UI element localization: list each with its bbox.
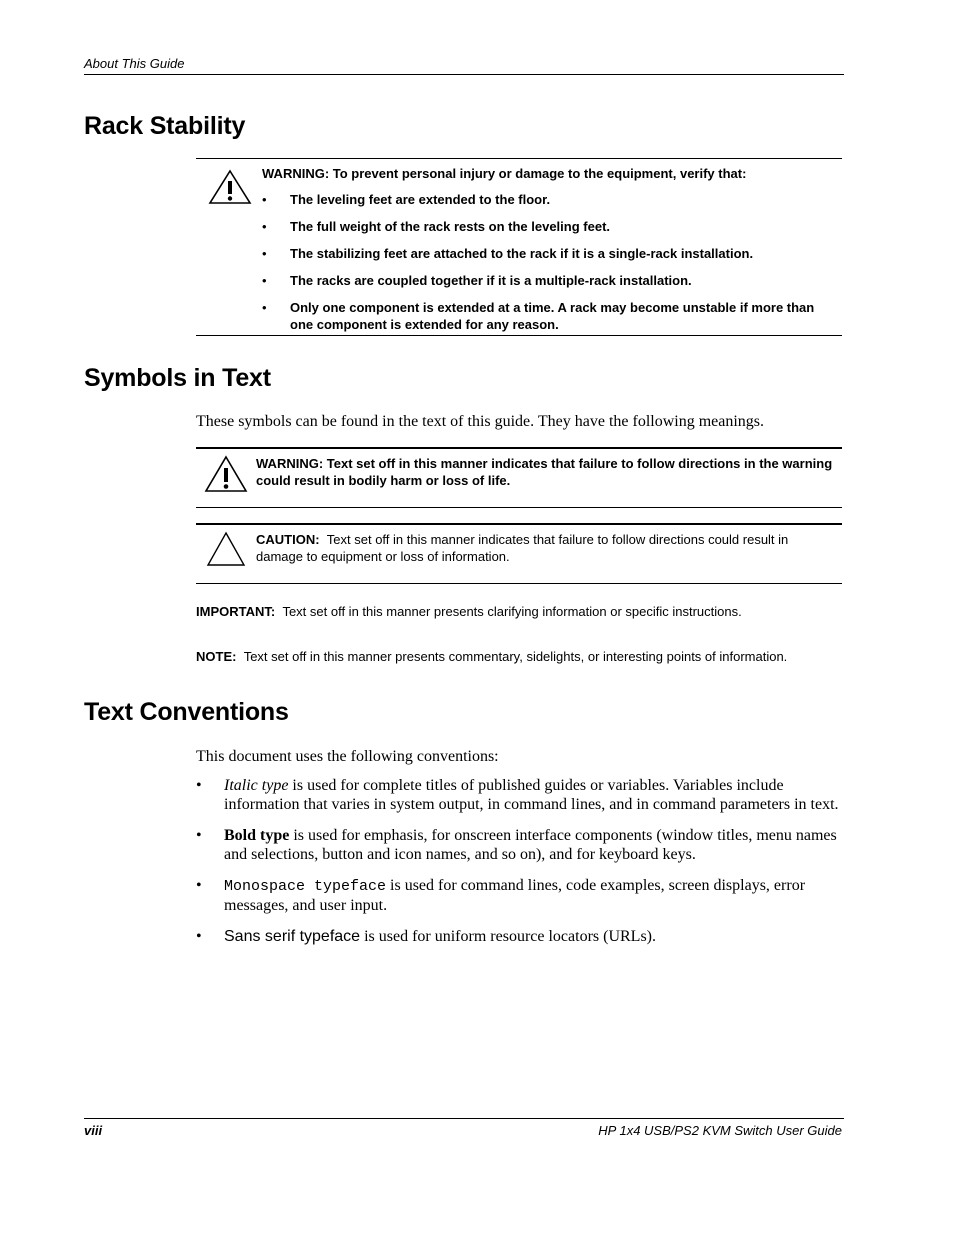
warning-icon <box>208 169 252 205</box>
symbols-caution-box <box>196 523 842 584</box>
bold-term: Bold type <box>224 827 290 844</box>
symbols-intro: These symbols can be found in the text of this guide. They have the following meanings. <box>196 413 765 430</box>
conventions-intro: This document uses the following conventions: <box>196 748 499 765</box>
running-header-title: About This Guide <box>84 56 185 71</box>
list-item: • The racks are coupled together if it is a multiple-rack installation. <box>262 273 692 288</box>
text-conventions-heading: Text Conventions <box>84 698 289 726</box>
list-item: • The stabilizing feet are attached to the rack if it is a single-rack installation. <box>262 246 754 261</box>
conventions-list <box>196 776 846 958</box>
rack-stability-list <box>262 191 832 343</box>
warning-lead-text: WARNING: To prevent personal injury or damage to the equipment, verify that: <box>262 166 747 181</box>
important-label: IMPORTANT: <box>196 604 276 619</box>
caution-label: CAUTION: <box>256 532 320 547</box>
symbols-warning-box <box>196 447 842 508</box>
running-footer <box>84 1118 844 1142</box>
italic-term: Italic type <box>224 777 289 794</box>
list-item: • Only one component is extended at a time. A rack may become unstable if more than one component is extended for any reason. <box>262 300 815 332</box>
list-item: • Italic type is used for complete titles of published guides or variables. Variables include information that varies in system output, in command lines, and in command parameters in text. <box>196 777 839 813</box>
list-item: • Bold type is used for emphasis, for onscreen interface components (window titles, menu names and selections, button and icon names, and so on), and for keyboard keys. <box>196 827 837 863</box>
page-number: viii <box>84 1123 103 1138</box>
list-item: • Sans serif typeface is used for uniform resource locators (URLs). <box>196 928 656 945</box>
warning-description: WARNING: Text set off in this manner indicates that failure to follow directions in the warning could result in bodily harm or loss of life. <box>256 456 833 488</box>
important-text: Text set off in this manner presents clarifying information or specific instructions. <box>282 604 742 619</box>
caution-description <box>256 531 836 565</box>
rack-stability-warning <box>196 158 842 336</box>
sans-serif-term: Sans serif typeface <box>224 928 361 945</box>
note-line <box>196 649 787 664</box>
list-item: • The leveling feet are extended to the floor. <box>262 192 551 207</box>
monospace-term: Monospace typeface <box>224 878 387 895</box>
warning-icon <box>204 455 248 493</box>
caution-text: Text set off in this manner indicates that failure to follow directions could result in damage to equipment or loss of information. <box>256 532 789 564</box>
caution-icon <box>206 531 246 567</box>
note-label: NOTE: <box>196 649 237 664</box>
rack-stability-heading: Rack Stability <box>84 112 246 140</box>
list-item: • Monospace typeface is used for command lines, code examples, screen displays, error messages, and user input. <box>196 877 806 914</box>
note-text: Text set off in this manner presents commentary, sidelights, or interesting points of information. <box>243 649 788 664</box>
symbols-heading: Symbols in Text <box>84 364 271 392</box>
list-item: • The full weight of the rack rests on the leveling feet. <box>262 219 611 234</box>
important-line <box>196 604 742 619</box>
running-header <box>84 55 844 75</box>
book-title: HP 1x4 USB/PS2 KVM Switch User Guide <box>598 1123 842 1138</box>
